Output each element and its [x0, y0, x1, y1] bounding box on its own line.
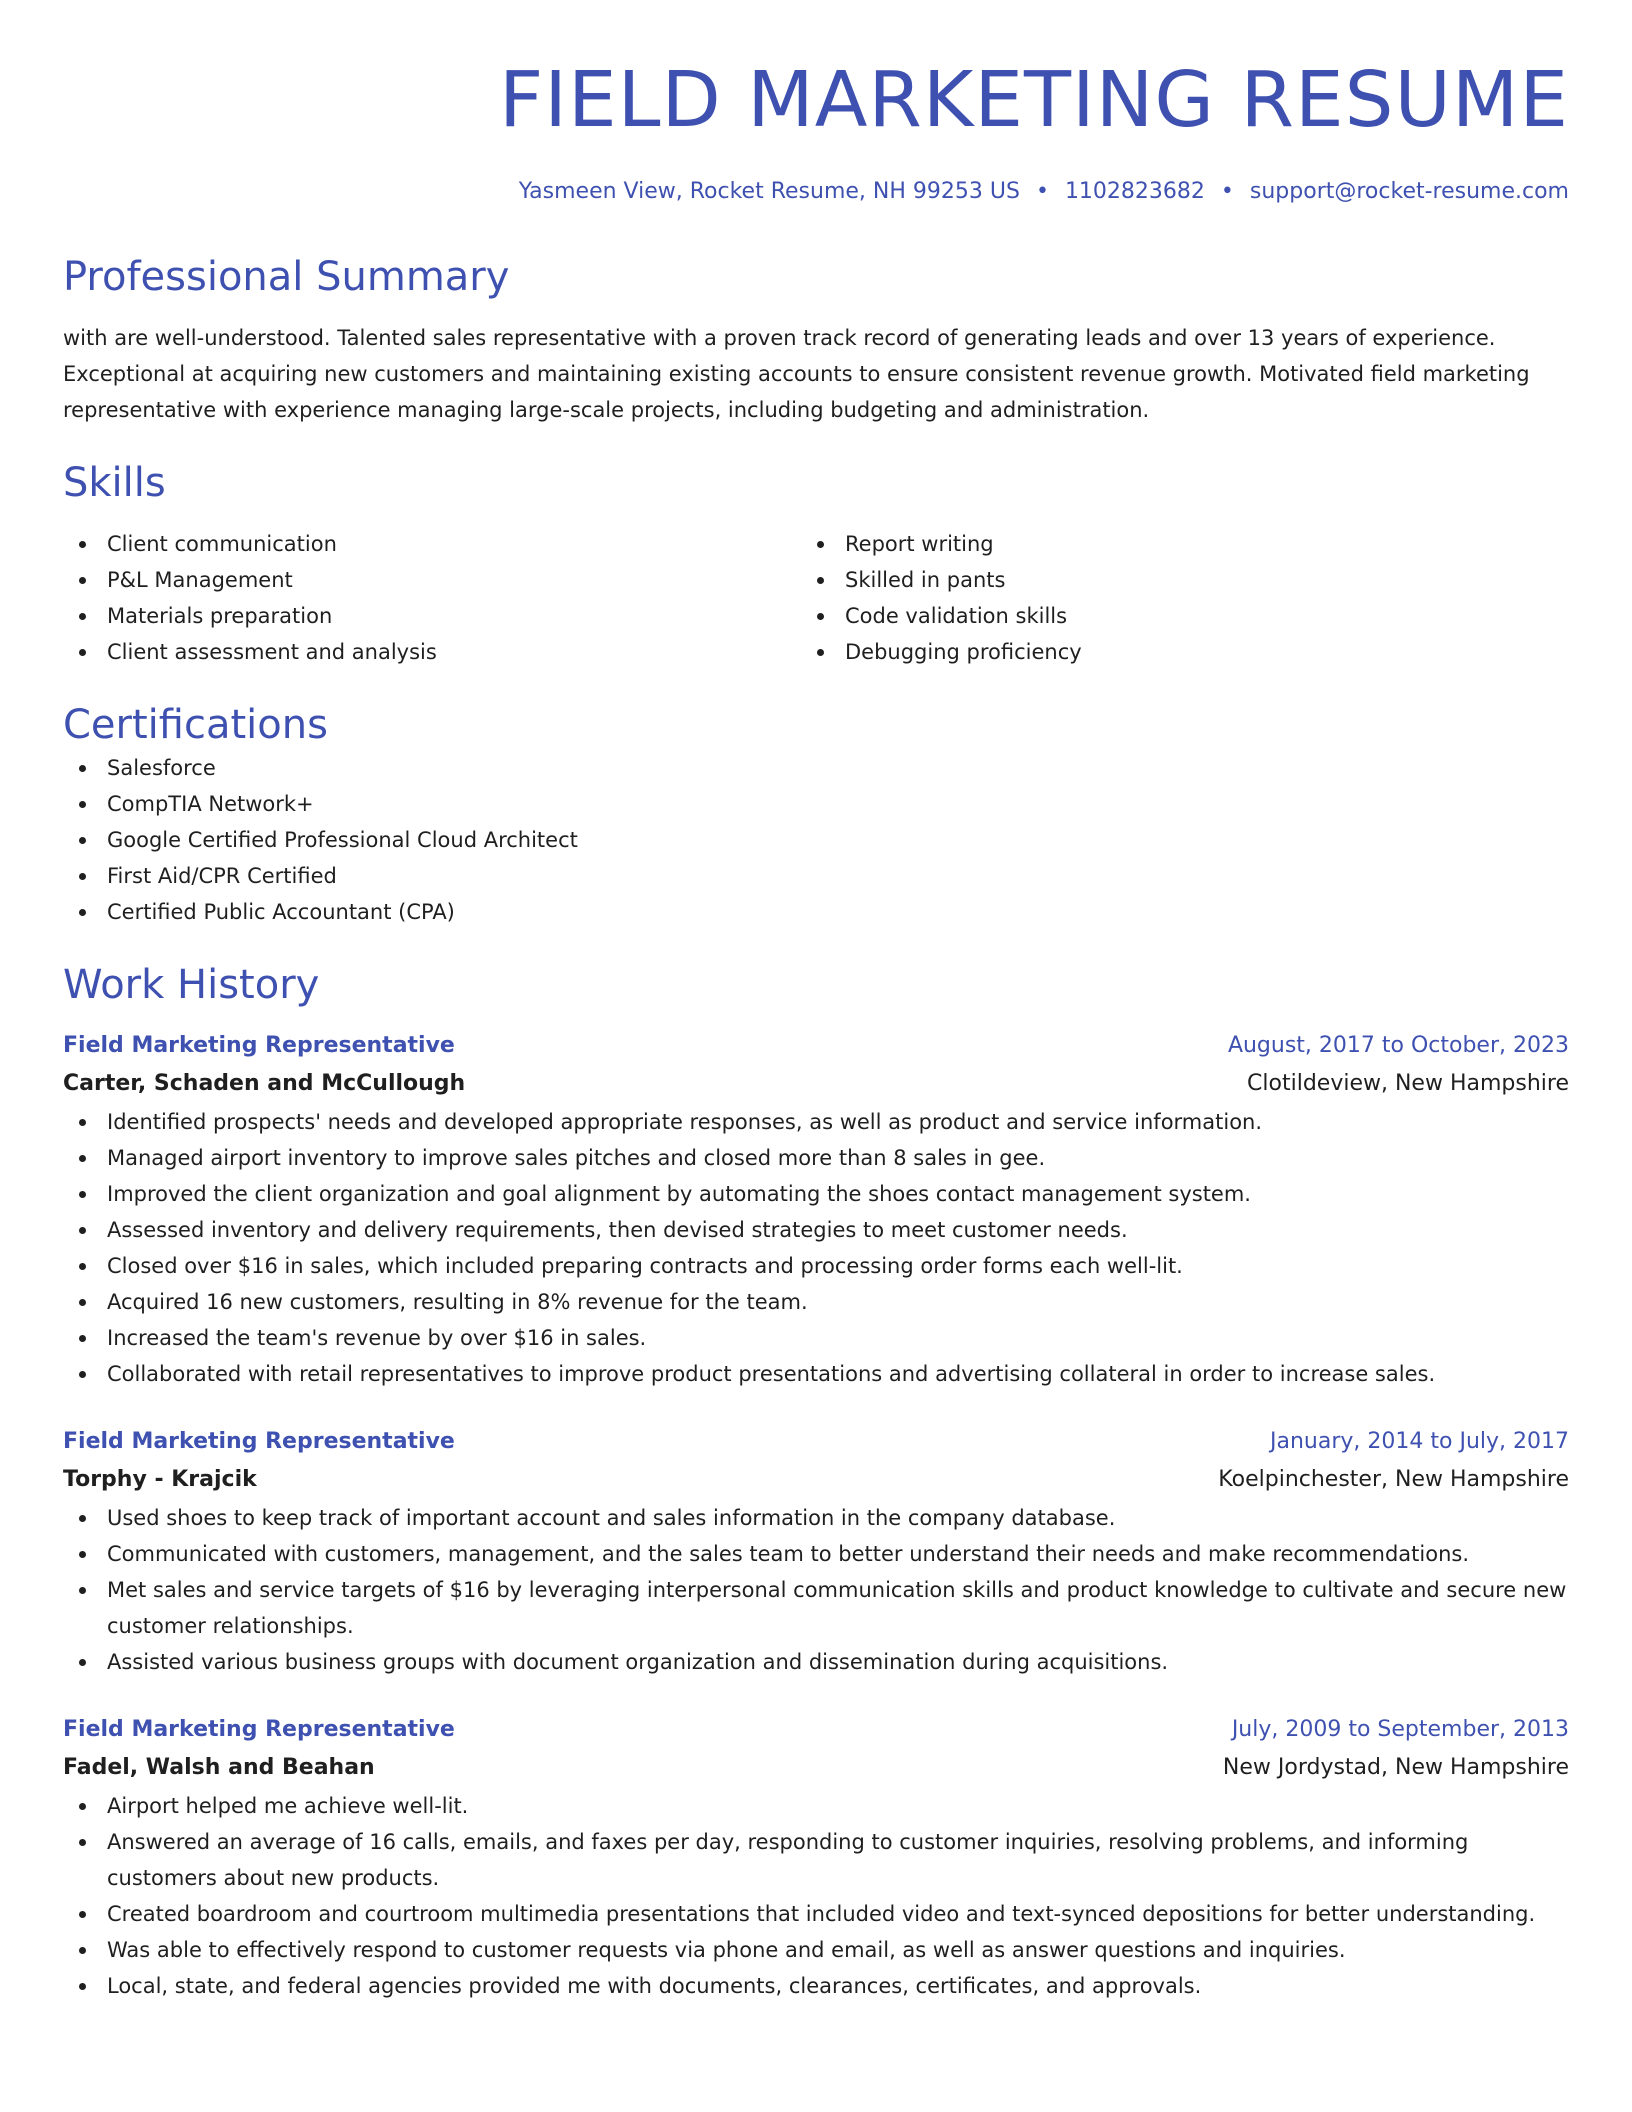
certifications-heading: Certifications	[63, 702, 328, 748]
skills-heading: Skills	[63, 460, 166, 506]
job-bullet: Acquired 16 new customers, resulting in 8% revenue for the team.	[63, 1284, 1569, 1320]
certification-item: First Aid/CPR Certified	[63, 858, 1569, 894]
job-bullet: Communicated with customers, management, and the sales team to better understand their needs and make recommendations.	[63, 1536, 1569, 1572]
job-entry	[63, 1424, 1569, 1680]
job-bullets	[63, 1788, 1569, 2004]
job-location: Clotildeview, New Hampshire	[1247, 1071, 1569, 1096]
job-bullet: Closed over $16 in sales, which included preparing contracts and processing order forms each well-lit.	[63, 1248, 1569, 1284]
job-entry	[63, 1028, 1569, 1392]
job-bullet: Answered an average of 16 calls, emails, and faxes per day, responding to customer inquiries, resolving problems, and informing customers about new products.	[63, 1824, 1569, 1896]
skill-item: Report writing	[801, 526, 1539, 562]
job-bullet: Assisted various business groups with document organization and dissemination during acquisitions.	[63, 1644, 1569, 1680]
job-title: Field Marketing Representative	[63, 1717, 455, 1742]
skill-item: Materials preparation	[63, 598, 801, 634]
job-bullet: Met sales and service targets of $16 by leveraging interpersonal communication skills and product knowledge to cultivate and secure new customer relationships.	[63, 1572, 1569, 1644]
job-location: Koelpinchester, New Hampshire	[1218, 1467, 1569, 1492]
summary-text: with are well-understood. Talented sales representative with a proven track record of generating leads and over 13 years of experience. Exceptional at acquiring new customers and maintaining existing accounts to ensure consistent revenue growth. Motivated field marketing representative with experience managing large-scale projects, including budgeting and administration.	[63, 326, 1530, 422]
job-company: Carter, Schaden and McCullough	[63, 1071, 466, 1096]
job-title-row	[63, 1712, 1569, 1748]
job-bullets	[63, 1104, 1569, 1392]
job-bullet: Local, state, and federal agencies provided me with documents, clearances, certificates, and approvals.	[63, 1968, 1569, 2004]
contact-email: support@rocket-resume.com	[1249, 179, 1569, 204]
job-bullet: Identified prospects' needs and developed appropriate responses, as well as product and service information.	[63, 1104, 1569, 1140]
contact-phone: 1102823682	[1064, 179, 1205, 204]
job-dates: August, 2017 to October, 2023	[1227, 1033, 1569, 1058]
certification-item: Google Certified Professional Cloud Architect	[63, 822, 1569, 858]
job-company: Torphy - Krajcik	[63, 1467, 257, 1492]
skill-item: Client communication	[63, 526, 801, 562]
contact-line	[63, 178, 1569, 206]
job-company-row	[63, 1460, 1569, 1500]
job-title: Field Marketing Representative	[63, 1429, 455, 1454]
job-dates: July, 2009 to September, 2013	[1231, 1717, 1569, 1742]
certification-item: Salesforce	[63, 750, 1569, 786]
summary-heading: Professional Summary	[63, 254, 510, 300]
job-bullet: Improved the client organization and goal alignment by automating the shoes contact management system.	[63, 1176, 1569, 1212]
skills-column-right	[801, 526, 1539, 670]
job-location: New Jordystad, New Hampshire	[1222, 1755, 1569, 1780]
job-bullet: Collaborated with retail representatives to improve product presentations and advertising collateral in order to increase sales.	[63, 1356, 1569, 1392]
certification-item: Certified Public Accountant (CPA)	[63, 894, 1569, 930]
certifications-list	[63, 750, 1569, 930]
work-history-heading: Work History	[63, 962, 320, 1008]
job-title-row	[63, 1028, 1569, 1064]
job-title: Field Marketing Representative	[63, 1033, 455, 1058]
job-bullet: Created boardroom and courtroom multimedia presentations that included video and text-synced depositions for better understanding.	[63, 1896, 1569, 1932]
job-dates: January, 2014 to July, 2017	[1270, 1429, 1569, 1454]
job-bullets	[63, 1500, 1569, 1680]
contact-separator: •	[1035, 179, 1049, 204]
skill-item: Skilled in pants	[801, 562, 1539, 598]
resume-title: FIELD MARKETING RESUME	[498, 56, 1569, 145]
skill-item: Code validation skills	[801, 598, 1539, 634]
job-bullet: Used shoes to keep track of important account and sales information in the company database.	[63, 1500, 1569, 1536]
skill-item: P&L Management	[63, 562, 801, 598]
job-bullet: Was able to effectively respond to customer requests via phone and email, as well as answer questions and inquiries.	[63, 1932, 1569, 1968]
job-bullet: Airport helped me achieve well-lit.	[63, 1788, 1569, 1824]
skill-item: Debugging proficiency	[801, 634, 1539, 670]
skills-grid	[63, 526, 1569, 670]
contact-separator: •	[1220, 179, 1234, 204]
skills-list-right	[801, 526, 1539, 670]
contact-address: Yasmeen View, Rocket Resume, NH 99253 US	[518, 179, 1020, 204]
job-title-row	[63, 1424, 1569, 1460]
job-company-row	[63, 1064, 1569, 1104]
skill-item: Client assessment and analysis	[63, 634, 801, 670]
job-company-row	[63, 1748, 1569, 1788]
skills-list-left	[63, 526, 801, 670]
certification-item: CompTIA Network+	[63, 786, 1569, 822]
skills-column-left	[63, 526, 801, 670]
job-bullet: Managed airport inventory to improve sales pitches and closed more than 8 sales in gee.	[63, 1140, 1569, 1176]
job-company: Fadel, Walsh and Beahan	[63, 1755, 375, 1780]
job-entry	[63, 1712, 1569, 2004]
job-bullet: Increased the team's revenue by over $16 in sales.	[63, 1320, 1569, 1356]
job-bullet: Assessed inventory and delivery requirements, then devised strategies to meet customer needs.	[63, 1212, 1569, 1248]
